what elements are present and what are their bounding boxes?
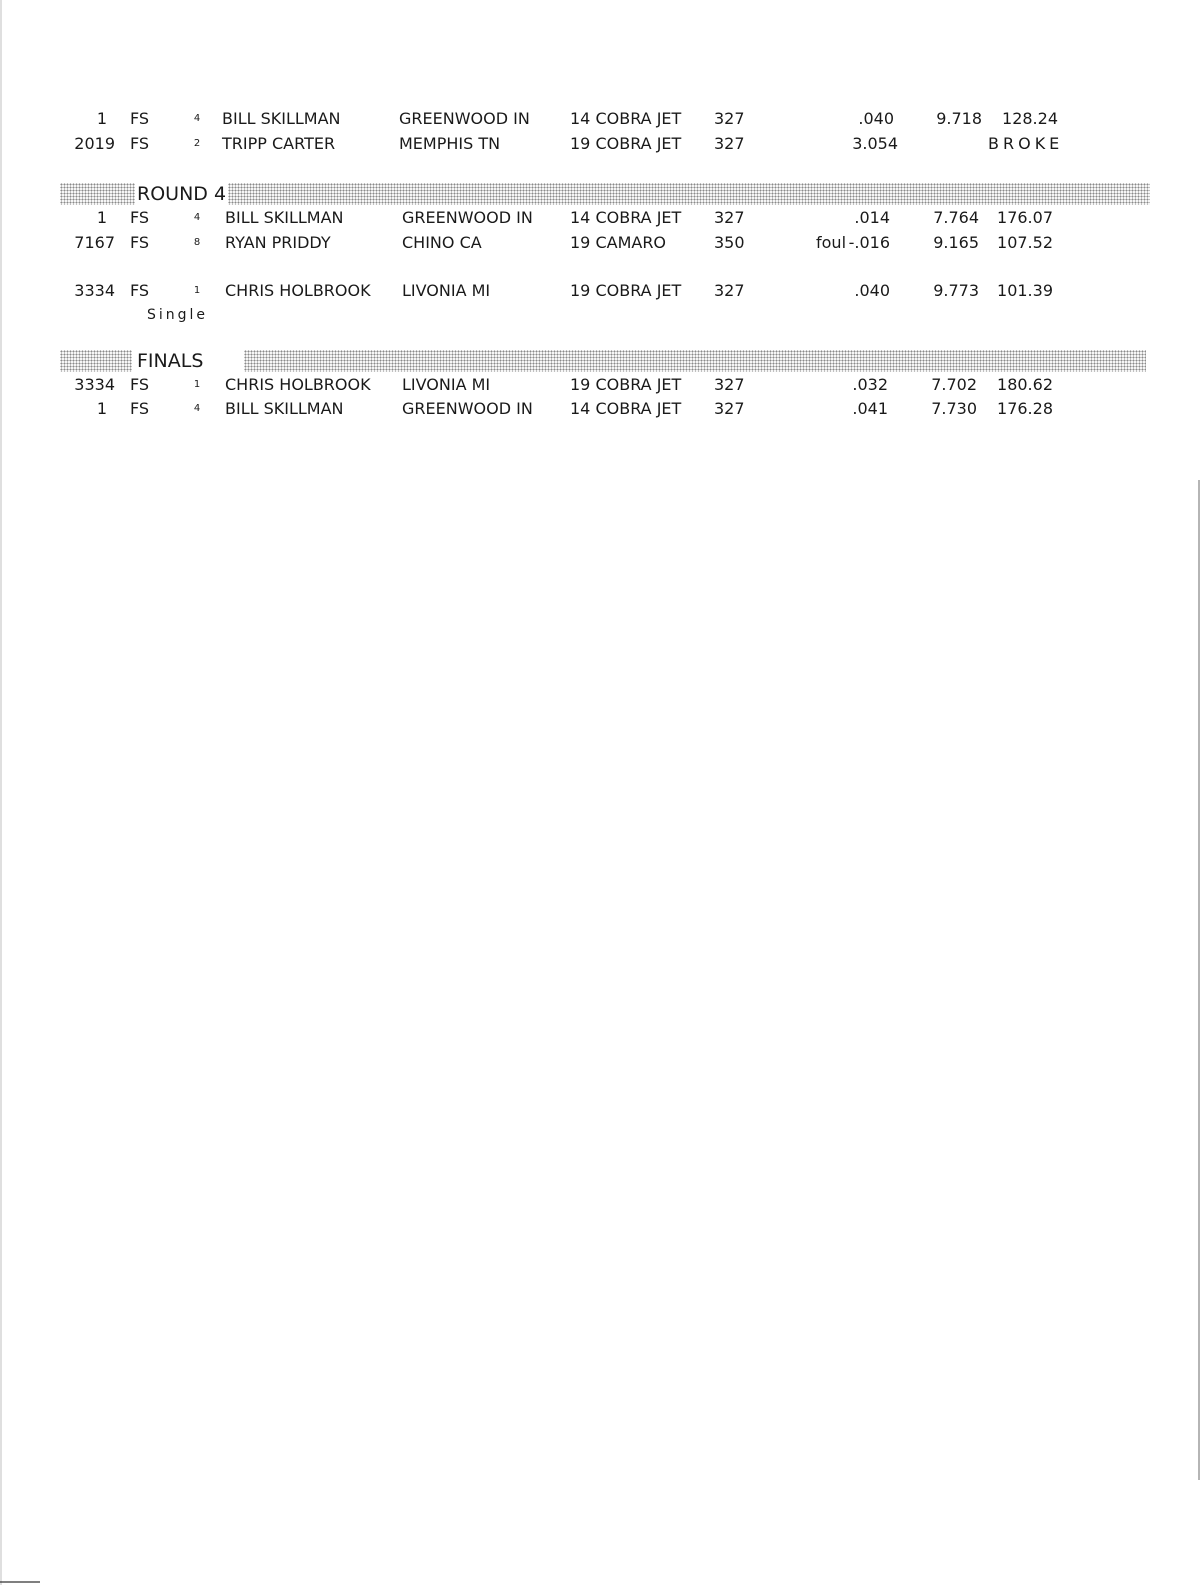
hometown: GREENWOOD IN [402, 399, 533, 418]
result-row [0, 396, 1200, 422]
class-code: FS [130, 399, 150, 418]
finals-header-band-left [60, 350, 132, 372]
elapsed-time: 9.165 [933, 233, 979, 252]
driver-name: RYAN PRIDDY [225, 233, 331, 252]
class-code: FS [130, 375, 150, 394]
class-code: FS [130, 208, 150, 227]
foul-indicator: foul [816, 233, 847, 252]
status-text: BROKE [988, 134, 1064, 153]
hometown: GREENWOOD IN [402, 208, 533, 227]
speed-mph: 107.52 [997, 233, 1053, 252]
entry-number: 3334 [74, 375, 115, 394]
entry-number: 7167 [74, 233, 115, 252]
reaction-time: 3.054 [852, 134, 898, 153]
reaction-time: -.016 [848, 233, 890, 252]
result-row [0, 106, 1200, 132]
entry-number: 1 [96, 109, 107, 128]
round-4-heading: ROUND 4 [137, 183, 227, 205]
car: 19 COBRA JET [570, 281, 682, 300]
finals-heading: FINALS [137, 350, 204, 372]
speed-mph: 101.39 [997, 281, 1053, 300]
result-row [0, 230, 1200, 256]
car: 14 COBRA JET [570, 109, 682, 128]
elapsed-time: 7.730 [931, 399, 977, 418]
engine: 327 [714, 109, 745, 128]
reaction-time: .040 [854, 281, 890, 300]
entry-number: 3334 [74, 281, 115, 300]
lane-number: 1 [193, 379, 201, 390]
reaction-time: .014 [854, 208, 890, 227]
engine: 327 [714, 134, 745, 153]
car: 19 COBRA JET [570, 375, 682, 394]
lane-number: 1 [193, 285, 201, 296]
car: 19 CAMARO [570, 233, 667, 252]
result-row [0, 205, 1200, 231]
driver-name: BILL SKILLMAN [222, 109, 341, 128]
car: 14 COBRA JET [570, 399, 682, 418]
engine: 327 [714, 399, 745, 418]
hometown: LIVONIA MI [402, 375, 491, 394]
result-row [0, 372, 1200, 398]
lane-number: 8 [193, 237, 201, 248]
scan-edge-left [0, 0, 2, 1585]
elapsed-time: 7.702 [931, 375, 977, 394]
single-run-note: Single [147, 307, 209, 323]
car: 19 COBRA JET [570, 134, 682, 153]
hometown: MEMPHIS TN [399, 134, 501, 153]
car: 14 COBRA JET [570, 208, 682, 227]
lane-number: 4 [193, 212, 201, 223]
driver-name: BILL SKILLMAN [225, 208, 344, 227]
reaction-time: .032 [852, 375, 888, 394]
driver-name: CHRIS HOLBROOK [225, 375, 371, 394]
engine: 327 [714, 375, 745, 394]
hometown: LIVONIA MI [402, 281, 491, 300]
engine: 327 [714, 281, 745, 300]
driver-name: CHRIS HOLBROOK [225, 281, 371, 300]
reaction-time: .040 [858, 109, 894, 128]
result-row [0, 278, 1200, 304]
elapsed-time: 9.773 [933, 281, 979, 300]
speed-mph: 176.28 [997, 399, 1053, 418]
scan-edge-bottom [0, 1581, 40, 1583]
class-code: FS [130, 233, 150, 252]
elapsed-time: 9.718 [936, 109, 982, 128]
finals-header-band-right [244, 350, 1146, 372]
driver-name: BILL SKILLMAN [225, 399, 344, 418]
result-row [0, 131, 1200, 157]
class-code: FS [130, 281, 150, 300]
entry-number: 1 [96, 399, 107, 418]
lane-number: 4 [193, 113, 201, 124]
reaction-time: .041 [852, 399, 888, 418]
lane-number: 4 [193, 403, 201, 414]
hometown: GREENWOOD IN [399, 109, 530, 128]
speed-mph: 180.62 [997, 375, 1053, 394]
class-code: FS [130, 109, 150, 128]
engine: 350 [714, 233, 745, 252]
hometown: CHINO CA [402, 233, 482, 252]
entry-number: 2019 [74, 134, 115, 153]
lane-number: 2 [193, 138, 201, 149]
entry-number: 1 [96, 208, 107, 227]
speed-mph: 128.24 [1002, 109, 1058, 128]
elapsed-time: 7.764 [933, 208, 979, 227]
class-code: FS [130, 134, 150, 153]
speed-mph: 176.07 [997, 208, 1053, 227]
engine: 327 [714, 208, 745, 227]
driver-name: TRIPP CARTER [222, 134, 336, 153]
